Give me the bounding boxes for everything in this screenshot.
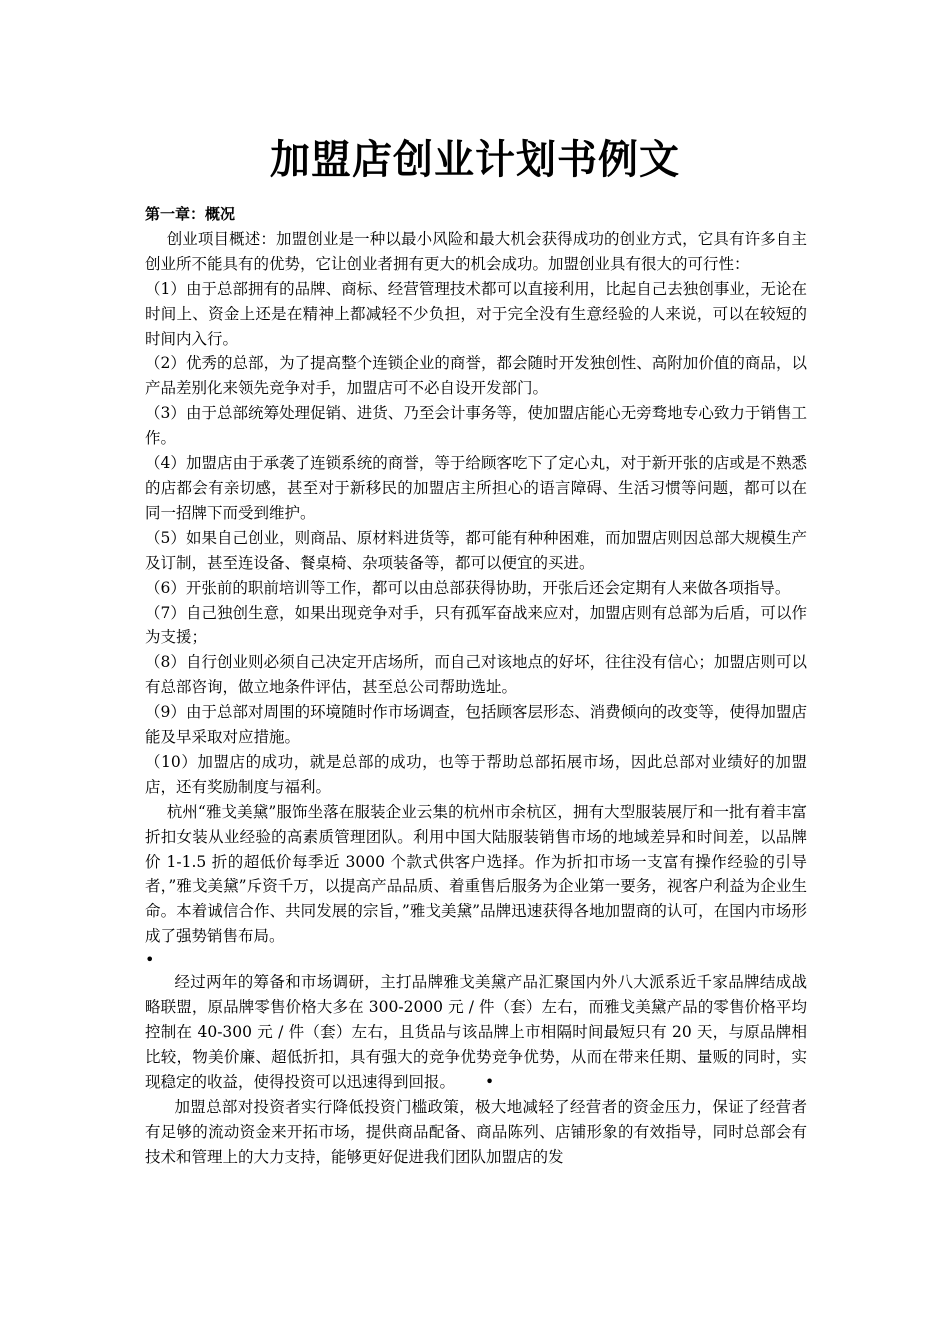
point-6: （6）开张前的职前培训等工作，都可以由总部获得协助，开张后还会定期有人来做各项指导。 [145,578,791,597]
point-9: （9）由于总部对周围的环境随时作市场调查，包括顾客层形态、消费倾向的改变等，使得加盟店能及早采取对应措施。 [145,703,807,747]
support-paragraph: 加盟总部对投资者实行降低投资门槛政策，极大地减轻了经营者的资金压力，保证了经营者有足够的流动资金来开拓市场，提供商品配备、商品陈列、店铺形象的有效指导，同时总部会有技术和管理上的大力支持，能够更好促进我们团队加盟店的发 [145,1097,807,1166]
point-2: （2）优秀的总部，为了提高整个连锁企业的商誉，都会随时开发独创性、高附加价值的商品，以产品差别化来领先竞争对手，加盟店可不必自设开发部门。 [145,354,807,398]
document-body [145,202,807,1169]
market-paragraph [145,970,807,1095]
document-title: 加盟店创业计划书例文 [270,136,680,183]
bullet-mark: • [145,950,155,970]
point-8: （8）自行创业则必须自己决定开店场所，而自己对该地点的好坏，往往没有信心；加盟店则可以有总部咨询，做立地条件评估，甚至总公司帮助选址。 [145,653,807,697]
point-7: （7）自己独创生意，如果出现竞争对手，只有孤军奋战来应对，加盟店则有总部为后盾，可以作为支援； [145,603,807,647]
chapter-heading: 第一章：概况 [145,205,236,223]
point-3: （3）由于总部统筹处理促销、进货、乃至会计事务等，使加盟店能心无旁骛地专心致力于销售工作。 [145,404,807,448]
point-4: （4）加盟店由于承袭了连锁系统的商誉，等于给顾客吃下了定心丸，对于新开张的店或是不熟悉的店都会有亲切感，甚至对于新移民的加盟店主所担心的语言障碍、生活习惯等问题，都可以在同一招牌下而受到维护。 [145,454,807,522]
point-5: （5）如果自己创业，则商品、原材料进货等，都可能有种种困难，而加盟店则因总部大规模生产及订制，甚至连设备、餐桌椅、杂项装备等，都可以便宜的买进。 [145,528,807,572]
intro-paragraph: 创业项目概述：加盟创业是一种以最小风险和最大机会获得成功的创业方式，它具有许多自主创业所不能具有的优势，它让创业者拥有更大的机会成功。加盟创业具有很大的可行性： [145,229,807,273]
company-paragraph: 杭州“雅戈美黛”服饰坐落在服装企业云集的杭州市余杭区，拥有大型服装展厅和一批有着丰富折扣女装从业经验的高素质管理团队。利用中国大陆服装销售市场的地域差异和时间差，以品牌价 1-1.5 折的超低价每季近 3000 个款式供客户选择。作为折扣市场一支富有操作经验的引导者，”雅戈美黛”斥资千万，以提高产品品质、着重售后服务为企业第一要务，视客户利益为企业生命。本着诚信合作、共同发展的宗旨，”雅戈美黛”品牌迅速获得各地加盟商的认可，在国内市场形成了强势销售布局。 [145,802,807,946]
point-1: （1）由于总部拥有的品牌、商标、经营管理技术都可以直接利用，比起自己去独创事业，无论在时间上、资金上还是在精神上都减轻不少负担，对于完全没有生意经验的人来说，可以在较短的时间内入行。 [145,279,807,348]
inline-bullet-mark: • [485,1072,495,1091]
point-10: （10）加盟店的成功，就是总部的成功，也等于帮助总部拓展市场，因此总部对业绩好的加盟店，还有奖励制度与福利。 [145,752,807,796]
market-paragraph-text: 经过两年的筹备和市场调研，主打品牌雅戈美黛产品汇聚国内外八大派系近千家品牌结成战略联盟，原品牌零售价格大多在 300-2000 元 / 件（套）左右，而雅戈美黛产品的零售价格平均控制在 40-300 元 / 件（套）左右，且货品与该品牌上市相隔时间最短只有 20 天，与原品牌相比较，物美价廉、超低折扣，具有强大的竞争优势竞争优势，从而在带来任期、量贩的同时，实现稳定的收益，使得投资可以迅速得到回报。 [145,973,807,1091]
